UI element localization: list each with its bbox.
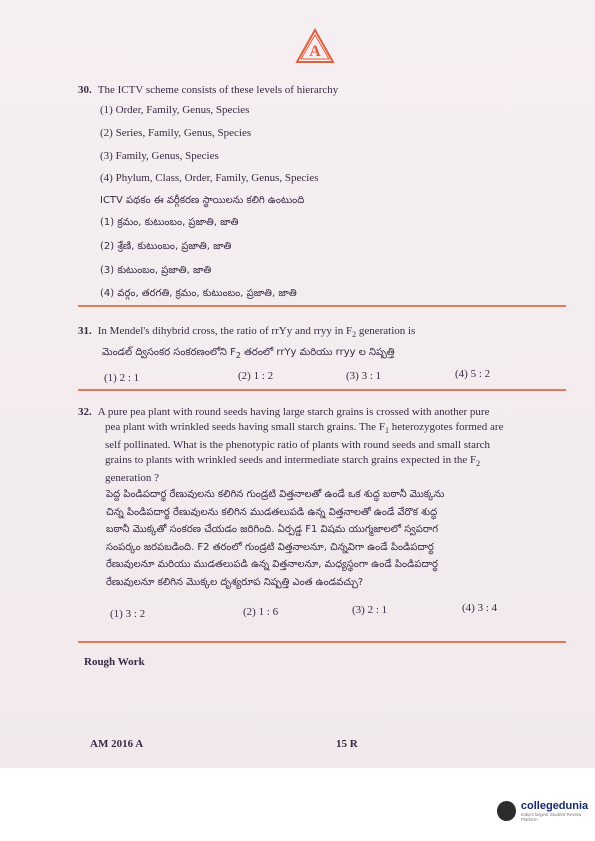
paper-code: AM 2016 A — [90, 738, 144, 750]
q30-telugu-text: ICTV పథకం ఈ వర్గీకరణ స్థాయిలను కలిగి ఉంటుంది — [100, 195, 305, 206]
owl-icon — [497, 801, 516, 821]
q32-option-2[interactable]: (2) 1 : 6 — [243, 606, 279, 618]
rough-work-label: Rough Work — [84, 656, 145, 668]
logo-name: collegedunia — [520, 800, 589, 812]
divider — [78, 389, 566, 391]
q31-option-3[interactable]: (3) 3 : 1 — [346, 370, 382, 382]
q31-option-4[interactable]: (4) 5 : 2 — [455, 368, 491, 380]
q30-option-3[interactable]: (3) Family, Genus, Species — [100, 150, 219, 162]
logo-tagline: India's largest Student Review Platform — [520, 812, 582, 822]
question-number: 30. — [78, 84, 92, 96]
question-number: 32. — [78, 406, 92, 418]
q30-telugu-option-2[interactable]: (2) శ్రేణి, కుటుంబం, ప్రజాతి, జాతి — [100, 241, 232, 252]
q30-option-2[interactable]: (2) Series, Family, Genus, Species — [100, 127, 252, 139]
q31-option-2[interactable]: (2) 1 : 2 — [238, 370, 274, 382]
q32-option-1[interactable]: (1) 3 : 2 — [110, 608, 146, 620]
q30-telugu-option-1[interactable]: (1) క్రమం, కుటుంబం, ప్రజాతి, జాతి — [100, 217, 239, 228]
divider — [78, 641, 566, 643]
set-a-badge — [295, 28, 335, 64]
collegedunia-logo — [497, 800, 595, 822]
q32-telugu-text: పెద్ద పిండిపదార్థ రేణువులను కలిగిన గుండ్రటి విత్తనాలతో ఉండే ఒక శుద్ధ బఠానీ మొక్కను చిన్న పిండిపదార్థ రేణువులను కలిగిన ముడతలుపడి ఉన్న విత్తనాలతో ఉండే వేరొక శుద్ధ బఠానీ మొక్కతో సంకరణ చేయడం జరిగింది. ఏర్పడ్డ F1 విషమ యుగ్మజాలలో స్వపరాగ సంపర్కం జరపబడింది. F2 తరంలో గుండ్రటి విత్తనాలనూ, చిన్నవిగా ఉండే పిండిపదార్థ రేణువులనూ మరియు ముడతలుపడి ఉన్న విత్తనాలనూ, మధ్యస్థంగా ఉండే పిండిపదార్థ రేణువులనూ కలిగిన మొక్కల దృశ్యరూప నిష్పత్తి ఎంత ఉండవచ్చు? — [106, 489, 445, 588]
q31-telugu-text: మెండల్ ద్విసంకర సంకరణంలోని $F_2$ తరంలో rrYy మరియు rryy ల నిష్పత్తి — [102, 347, 395, 360]
question-number: 31. — [78, 325, 92, 337]
q30-telugu-option-3[interactable]: (3) కుటుంబం, ప్రజాతి, జాతి — [100, 265, 212, 276]
q30-telugu-option-4[interactable]: (4) వర్గం, తరగతి, క్రమం, కుటుంబం, ప్రజాతి, జాతి — [100, 288, 297, 299]
page-number: 15 R — [336, 738, 358, 750]
q31-option-1[interactable]: (1) 2 : 1 — [104, 372, 140, 384]
divider — [78, 305, 566, 307]
q30-option-1[interactable]: (1) Order, Family, Genus, Species — [100, 104, 250, 116]
question-31-stem: 31. In Mendel's dihybrid cross, the ratio of rrYy and rryy in $F_2$ generation is — [78, 325, 416, 340]
question-text: The ICTV scheme consists of these levels of hierarchy — [97, 84, 339, 96]
set-letter: A — [309, 43, 321, 60]
q30-option-4[interactable]: (4) Phylum, Class, Order, Family, Genus, Species — [100, 172, 319, 184]
question-30-stem — [78, 83, 568, 98]
q32-option-4[interactable]: (4) 3 : 4 — [462, 602, 498, 614]
q32-option-3[interactable]: (3) 2 : 1 — [352, 604, 388, 616]
question-32-stem: 32. A pure pea plant with round seeds having large starch grains is crossed with another pure pea plant with wrinkled seeds having small starch grains. The $F_1$ heterozygotes formed are self pollinated. What is the phenotypic ratio of plants with round seeds and small starch grains to plants with wrinkled seeds and intermediate starch grains expected in the $F_2$ generation ? — [78, 406, 504, 485]
